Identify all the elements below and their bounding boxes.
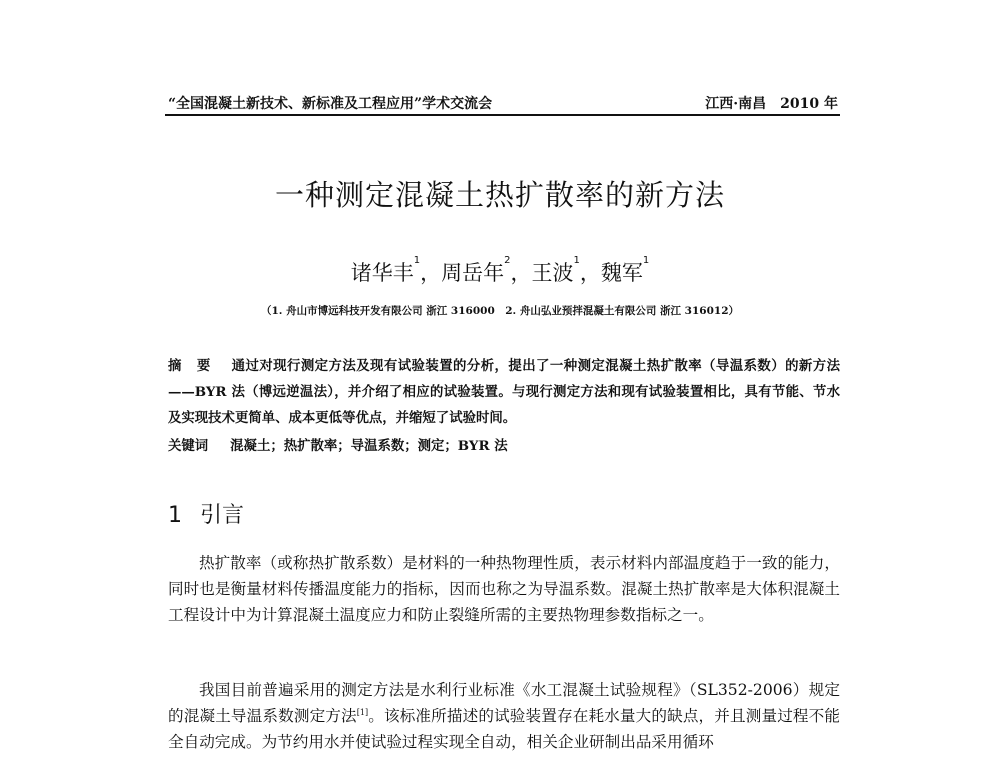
paragraph-2-text: 我国目前普遍采用的测定方法是水利行业标准《水工混凝土试验规程》（SL352-2006）规定的混凝土导温系数测定方法	[168, 681, 840, 725]
citation-ref[interactable]: [1]	[356, 708, 369, 717]
header-rule	[165, 114, 840, 116]
author-name: 王波	[531, 261, 574, 285]
paper-title: 一种测定混凝土热扩散率的新方法	[274, 178, 725, 212]
section-title: 引言	[200, 503, 245, 528]
author-separator: ，	[510, 261, 532, 285]
keywords-text: 混凝土；热扩散率；导温系数；测定；BYR 法	[230, 438, 508, 454]
abstract	[168, 353, 840, 431]
author-separator: ，	[420, 261, 442, 285]
header-conference: “全国混凝土新技术、新标准及工程应用”学术交流会	[168, 96, 493, 112]
author-name: 魏军	[600, 261, 643, 285]
body-paragraph-2	[168, 677, 840, 755]
author-list	[0, 257, 1000, 287]
section-number: 1	[168, 503, 182, 528]
abstract-text: 通过对现行测定方法及现有试验装置的分析，提出了一种测定混凝土热扩散率（导温系数）的新方法——BYR 法（博远逆温法），并介绍了相应的试验装置。与现行测定方法和现有试验装置相比，具有节能、节水及实现技术更简单、成本更低等优点，并缩短了试验时间。	[168, 358, 840, 426]
author-affiliation-mark: 1	[413, 255, 421, 266]
body-paragraph-1: 热扩散率（或称热扩散系数）是材料的一种热物理性质，表示材料内部温度趋于一致的能力，同时也是衡量材料传播温度能力的指标，因而也称之为导温系数。混凝土热扩散率是大体积混凝土工程设计中为计算混凝土温度应力和防止裂缝所需的主要热物理参数指标之一。	[168, 554, 840, 624]
author-name: 周岳年	[441, 261, 505, 285]
affiliation-line: （1. 舟山市博远科技开发有限公司 浙江 316000 2. 舟山弘业预拌混凝土有限公司 浙江 316012）	[260, 305, 740, 317]
abstract-label: 摘要	[168, 358, 226, 374]
author-separator: ，	[579, 261, 601, 285]
header-location-year: 江西·南昌 2010 年	[705, 96, 838, 112]
author-affiliation-mark: 1	[642, 255, 650, 266]
keywords	[168, 435, 840, 454]
paragraph-2-continued: 。该标准所描述的试验装置存在耗水量大的缺点，并且测量过程不能全自动完成。为节约用水并使试验过程实现全自动，相关企业研制出品采用循环	[168, 707, 840, 751]
author-name: 诸华丰	[350, 261, 414, 285]
section-heading	[168, 498, 244, 529]
author-affiliation-mark: 1	[573, 255, 580, 266]
running-header	[168, 93, 838, 115]
keywords-label: 关键词	[168, 438, 209, 454]
author-affiliation-mark: 2	[504, 255, 511, 266]
